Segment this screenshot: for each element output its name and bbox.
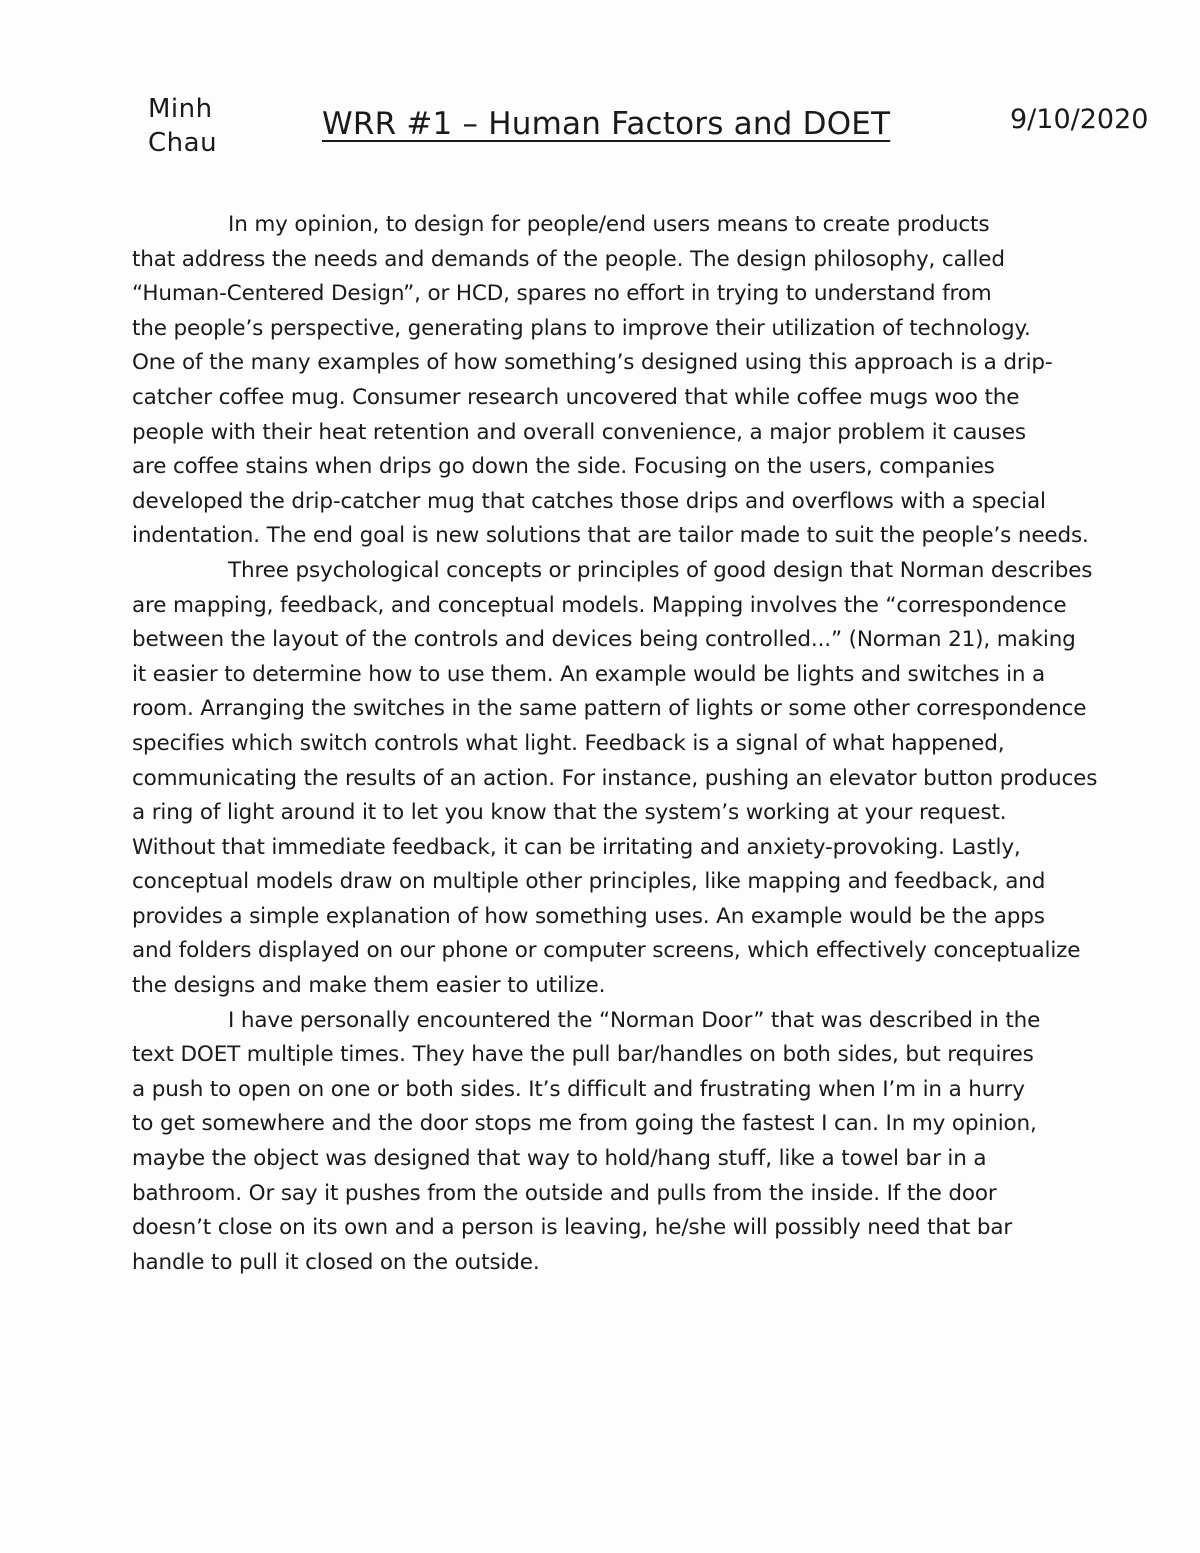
text-line: “Human-Centered Design”, or HCD, spares no effort in trying to understand from [132, 281, 992, 307]
text-line: people with their heat retention and overall convenience, a major problem it causes [132, 419, 1026, 445]
paragraph-3 [132, 1004, 1132, 1281]
text-line: I have personally encountered the “Norman Door” that was described in the [228, 1007, 1041, 1033]
text-line: bathroom. Or say it pushes from the outside and pulls from the inside. If the door [132, 1180, 997, 1206]
text-line: Without that immediate feedback, it can be irritating and anxiety-provoking. Lastly, [132, 834, 1021, 860]
text-line: it easier to determine how to use them. An example would be lights and switches in a [132, 661, 1046, 687]
text-line: are mapping, feedback, and conceptual models. Mapping involves the “correspondence [132, 592, 1067, 618]
text-line: developed the drip-catcher mug that catches those drips and overflows with a special [132, 488, 1046, 514]
text-line: specifies which switch controls what light. Feedback is a signal of what happened, [132, 730, 1005, 756]
text-line: Three psychological concepts or principles of good design that Norman describes [228, 557, 1093, 583]
text-line: In my opinion, to design for people/end users means to create products [228, 212, 990, 237]
document-title: WRR #1 – Human Factors and DOET [322, 106, 891, 142]
text-line: room. Arranging the switches in the same pattern of lights or some other correspondence [132, 696, 1087, 722]
text-line: and folders displayed on our phone or computer screens, which effectively conceptualize [132, 938, 1081, 964]
text-line: the designs and make them easier to utilize. [132, 973, 606, 999]
text-line: communicating the results of an action. For instance, pushing an elevator button produces [132, 765, 1098, 791]
paragraph-2 [132, 554, 1132, 1004]
text-line: a push to open on one or both sides. It’s difficult and frustrating when I’m in a hurry [132, 1076, 1025, 1102]
text-line: text DOET multiple times. They have the pull bar/handles on both sides, but requires [132, 1042, 1034, 1068]
text-line: indentation. The end goal is new solutions that are tailor made to suit the people’s needs. [132, 523, 1089, 549]
text-line: provides a simple explanation of how something uses. An example would be the apps [132, 903, 1045, 929]
text-line: maybe the object was designed that way to hold/hang stuff, like a towel bar in a [132, 1146, 987, 1172]
text-line: doesn’t close on its own and a person is leaving, he/she will possibly need that bar [132, 1215, 1013, 1241]
text-line: catcher coffee mug. Consumer research uncovered that while coffee mugs woo the [132, 384, 1020, 410]
document-date: 9/10/2020 [1010, 104, 1149, 135]
text-line: a ring of light around it to let you know that the system’s working at your request. [132, 800, 1007, 826]
document-header [0, 92, 1200, 172]
text-line: One of the many examples of how something’s designed using this approach is a drip- [132, 350, 1053, 376]
text-line: that address the needs and demands of the people. The design philosophy, called [132, 246, 1005, 272]
author-first-name: Minh [148, 94, 213, 124]
text-line: are coffee stains when drips go down the side. Focusing on the users, companies [132, 454, 995, 480]
text-line: between the layout of the controls and devices being controlled...” (Norman 21), making [132, 627, 1076, 653]
author-name [148, 92, 217, 160]
text-line: handle to pull it closed on the outside. [132, 1249, 540, 1275]
text-line: conceptual models draw on multiple other principles, like mapping and feedback, and [132, 869, 1046, 895]
paragraph-1 [132, 208, 1132, 554]
text-line: the people’s perspective, generating plans to improve their utilization of technology. [132, 315, 1031, 341]
author-last-name: Chau [148, 128, 218, 158]
document-body [132, 208, 1132, 1280]
text-line: to get somewhere and the door stops me from going the fastest I can. In my opinion, [132, 1111, 1037, 1137]
